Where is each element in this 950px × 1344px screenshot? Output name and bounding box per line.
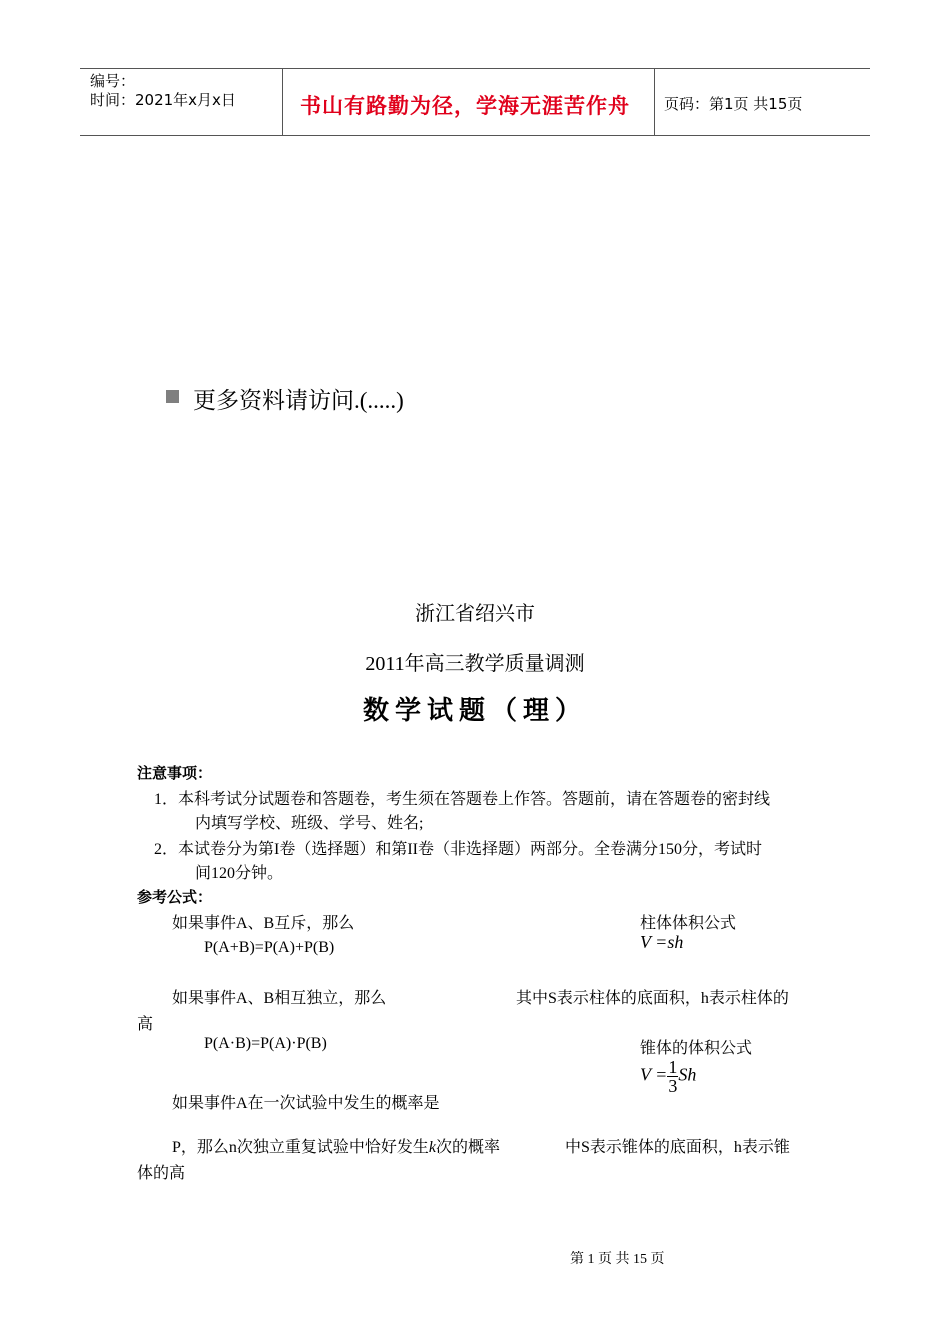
binom-text-a: P，那么n次独立重复试验中恰好发生 xyxy=(172,1139,429,1156)
prism-note: 其中S表示柱体的底面积，h表示柱体的 xyxy=(516,990,789,1007)
mutex-text: 如果事件A、B互斥，那么 xyxy=(172,915,355,932)
indep-formula: P(A·B)=P(A)·P(B) xyxy=(204,1035,327,1052)
notice-item-1-line-1: 1．本科考试分试题卷和答题卷，考生须在答题卷上作答。答题前，请在答题卷的密封线 xyxy=(154,791,771,808)
bullet-square-icon xyxy=(166,390,179,403)
cone-fraction-numerator: 1 xyxy=(668,1057,678,1077)
cone-fraction-denominator: 3 xyxy=(668,1076,678,1096)
indep-text: 如果事件A、B相互独立，那么 xyxy=(172,990,387,1007)
notice-item-2-line-1: 2．本试卷分为第I卷（选择题）和第II卷（非选择题）两部分。全卷满分150分，考试时 xyxy=(154,841,762,858)
header-divider-1 xyxy=(282,69,283,135)
header-motto: 书山有路勤为径，学海无涯苦作舟 xyxy=(300,94,630,118)
binom-text-b: 次的概率 xyxy=(436,1139,501,1156)
binom-k: k xyxy=(428,1139,437,1156)
formulas-heading: 参考公式： xyxy=(137,888,213,906)
header-page-code: 页码：第1页 共15页 xyxy=(664,95,803,113)
more-info-text: 更多资料请访问.(.....) xyxy=(193,388,404,413)
page-footer: 第 1 页 共 15 页 xyxy=(570,1252,665,1267)
cone-formula-left: V = xyxy=(640,1064,668,1085)
cone-label: 锥体的体积公式 xyxy=(640,1040,753,1057)
prism-label: 柱体体积公式 xyxy=(640,915,737,932)
notice-heading: 注意事项： xyxy=(137,764,213,782)
cone-formula-right: Sh xyxy=(678,1064,697,1085)
mutex-formula: P(A+B)=P(A)+P(B) xyxy=(204,939,335,956)
header-bottom-border xyxy=(80,135,870,136)
header-top-border xyxy=(80,68,870,69)
header-number-label: 编号： xyxy=(90,72,136,90)
prism-formula: V =sh xyxy=(640,932,684,952)
header-time-label: 时间：2021年x月x日 xyxy=(90,91,236,109)
title-exam: 2011年高三教学质量调测 xyxy=(365,653,585,675)
prob-text: 如果事件A在一次试验中发生的概率是 xyxy=(172,1095,440,1112)
cone-note: 中S表示锥体的底面积，h表示锥 xyxy=(565,1139,790,1156)
binom-text xyxy=(172,1134,500,1157)
notice-item-2-line-2: 间120分钟。 xyxy=(195,865,284,882)
header-divider-2 xyxy=(654,69,655,135)
cone-fraction xyxy=(667,1058,678,1095)
cone-note-cont: 体的高 xyxy=(137,1165,186,1182)
title-subject: 数学试题（理） xyxy=(362,696,587,725)
prism-note-cont: 高 xyxy=(137,1016,154,1033)
title-region: 浙江省绍兴市 xyxy=(415,603,535,625)
notice-item-1-line-2: 内填写学校、班级、学号、姓名; xyxy=(195,815,424,832)
cone-formula xyxy=(640,1058,696,1095)
